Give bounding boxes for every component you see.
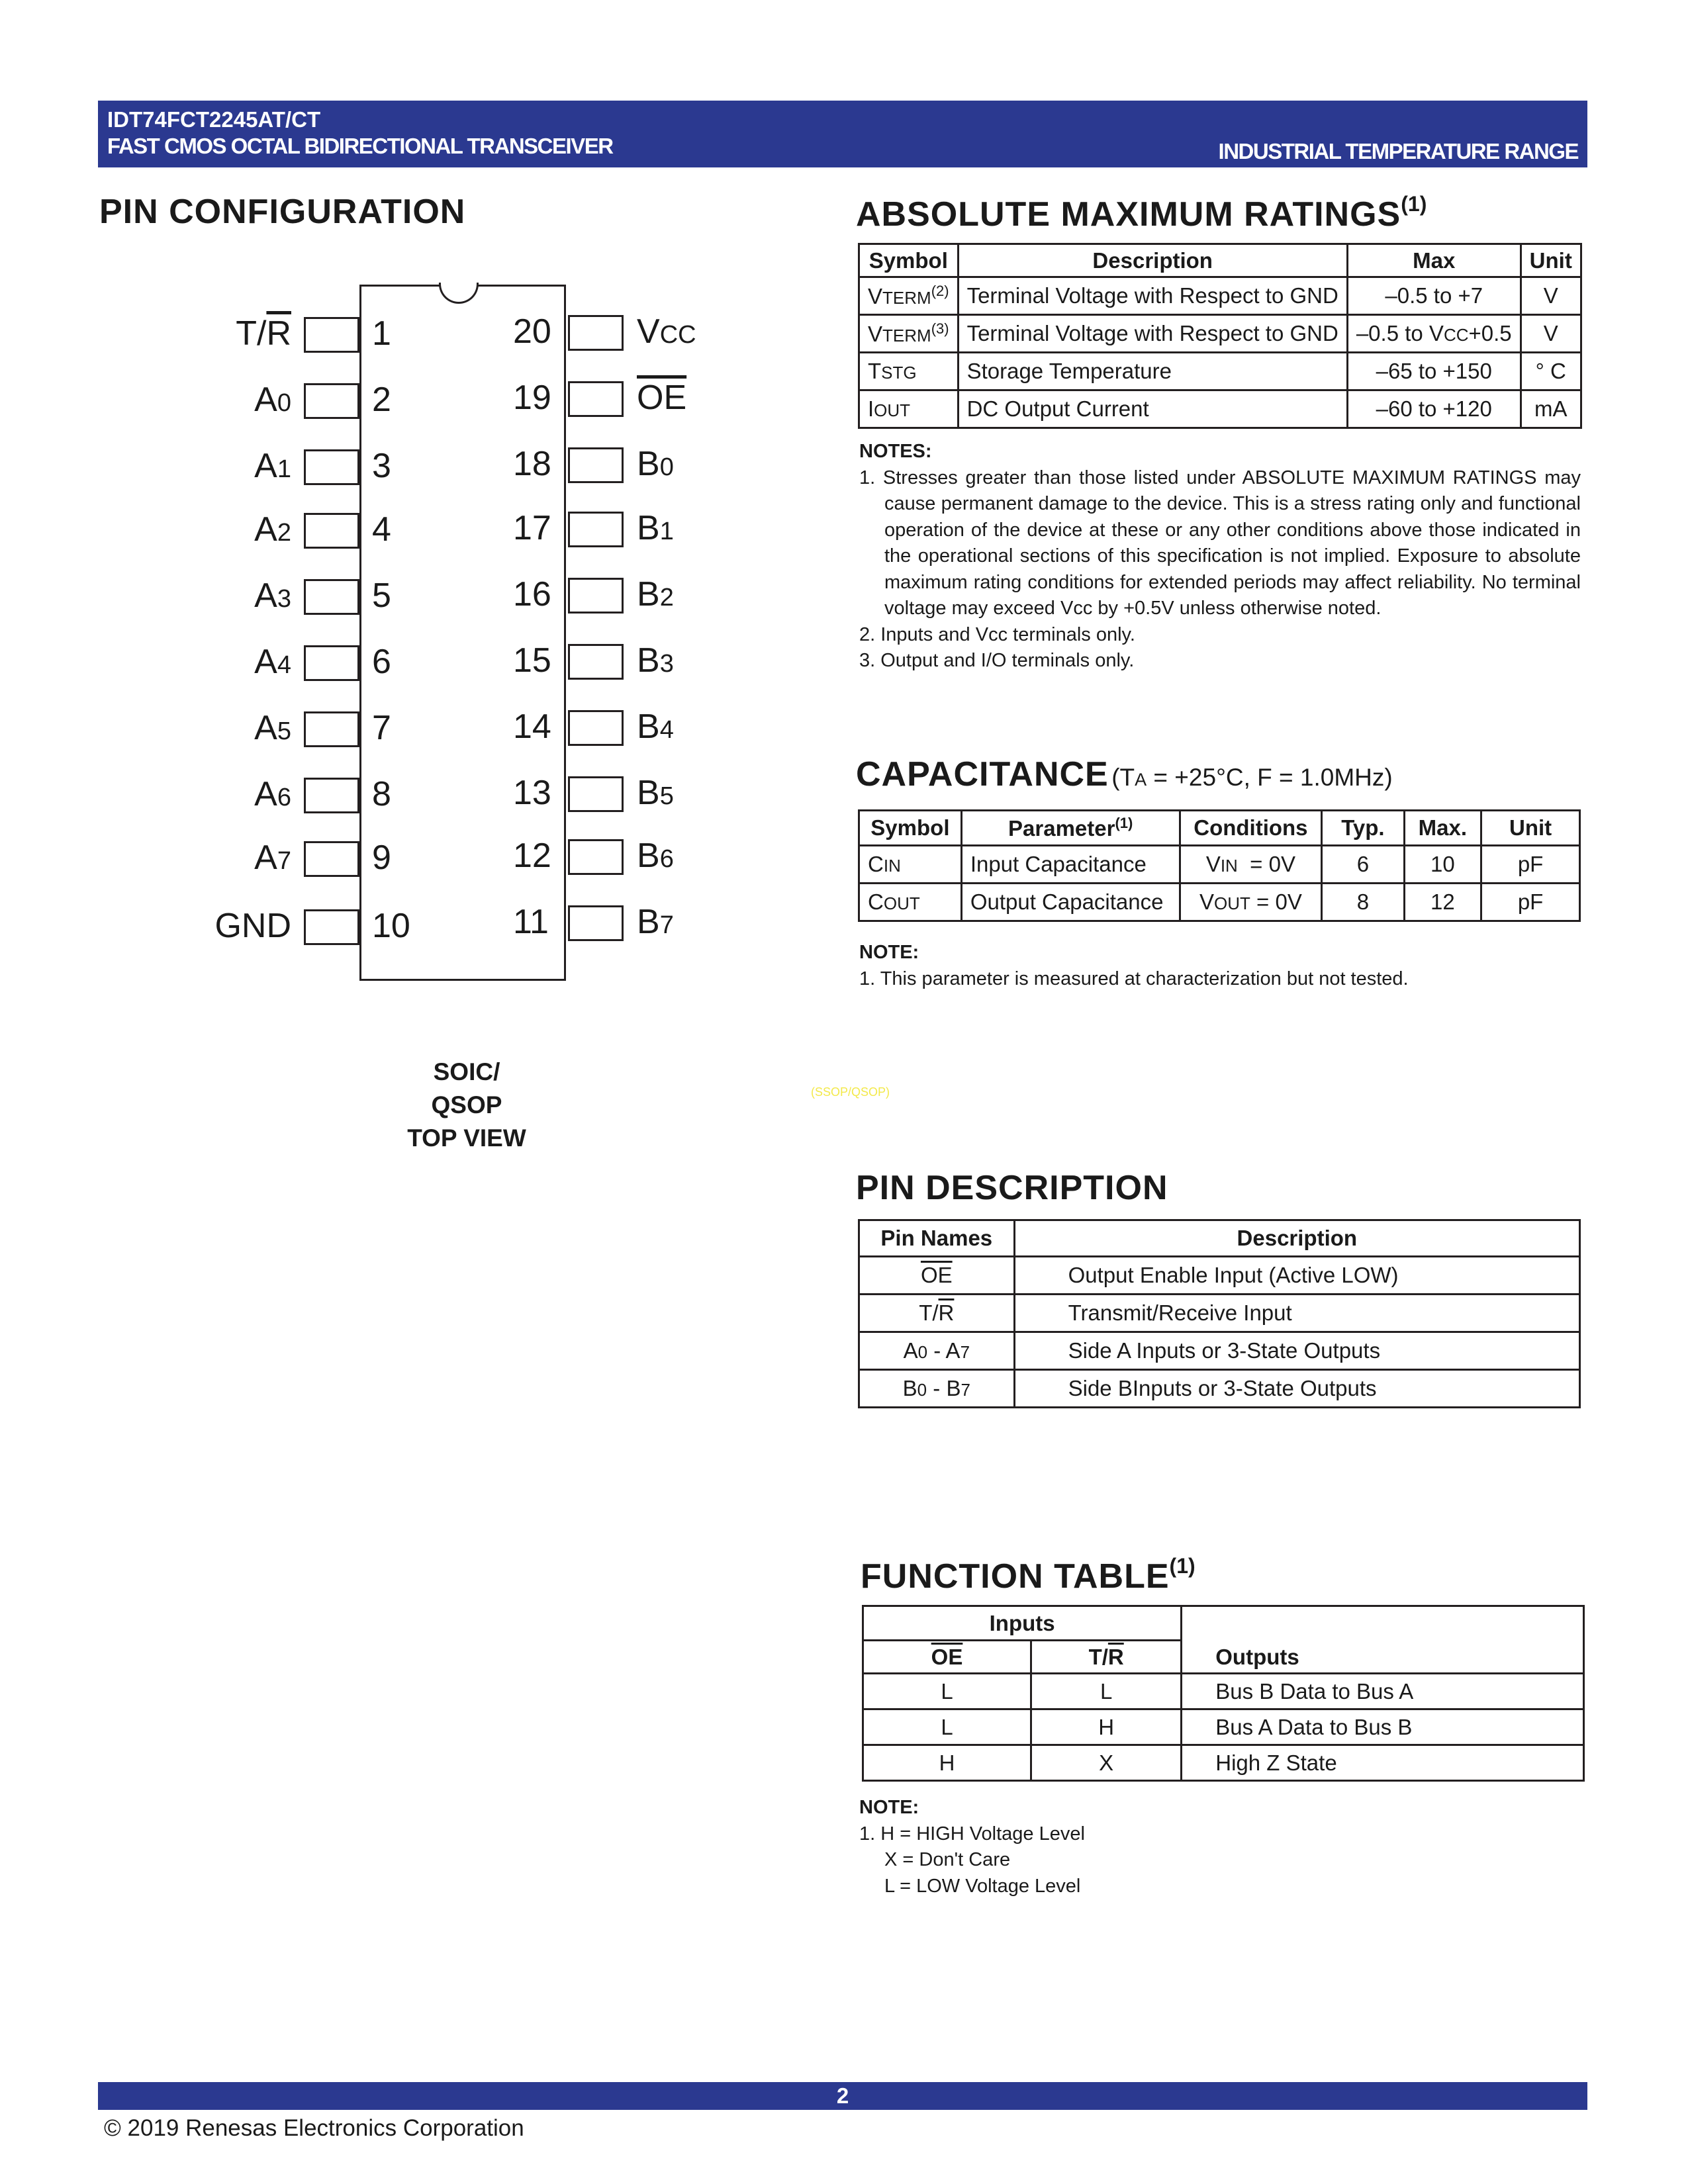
pin-box-left — [304, 909, 359, 945]
pin-number: 15 — [513, 641, 551, 680]
pin-label-main: B — [637, 774, 660, 812]
col-inputs: Inputs — [863, 1606, 1182, 1641]
output-cell: Bus B Data to Bus A — [1182, 1674, 1584, 1709]
pin-label-main: A — [254, 381, 277, 419]
pin-label-main: V — [637, 312, 660, 351]
pin-label — [254, 774, 291, 814]
pin-number: 17 — [513, 509, 551, 547]
pin-box-left — [304, 383, 359, 419]
pin-box-right — [568, 315, 624, 351]
sym-main: C — [868, 889, 884, 914]
pin-name-sub: 7 — [961, 1380, 970, 1400]
pin-label-sub: 0 — [659, 453, 674, 481]
table-row — [859, 390, 1581, 428]
cond-sub: A — [1135, 770, 1147, 790]
col-unit: Unit — [1521, 244, 1581, 277]
pin-label — [236, 314, 291, 353]
pin-label — [254, 838, 291, 878]
note-item: 1. Stresses greater than those listed under ABSOLUTE MAXIMUM RATINGS may cause permanent damage to the device. This is a stress rating only and functional operation of the device at these or any other conditions above those indicated in the operational sections of this specification is not implied. Exposure to absolute maximum rating conditions for extended periods may affect reliability. No terminal voltage may exceed Vcc by +0.5V unless otherwise noted. — [859, 467, 1581, 619]
pin-label — [637, 641, 674, 680]
table-header-row — [859, 1220, 1580, 1257]
cond-val: = 0V — [1250, 889, 1302, 914]
pin-label-over: $\overline{OE}$ — [637, 379, 687, 417]
pin-name-sub: 0 — [917, 1342, 928, 1362]
pin-box-left — [304, 317, 359, 353]
description-cell: Output Enable Input (Active LOW) — [1014, 1257, 1579, 1295]
description-cell: Terminal Voltage with Respect to GND — [958, 277, 1347, 315]
col-typ: Typ. — [1322, 811, 1404, 846]
document-subtitle: FAST CMOS OCTAL BIDIRECTIONAL TRANSCEIVER — [107, 134, 613, 158]
abs-max-table — [858, 243, 1582, 429]
abs-max-title-note: (1) — [1401, 192, 1427, 216]
pin-name-cell — [859, 1295, 1015, 1332]
col-oe-label: $\overline{OE}$ — [931, 1644, 963, 1669]
pin-label — [637, 707, 674, 747]
pin-number: 2 — [372, 381, 391, 419]
pin-number: 16 — [513, 575, 551, 614]
sym-main: I — [868, 396, 874, 421]
pin-description-title: PIN DESCRIPTION — [856, 1169, 1168, 1207]
sym-main: C — [868, 852, 884, 876]
pin-label — [637, 378, 686, 418]
pin-number: 13 — [513, 774, 551, 812]
pin-label-sub: 1 — [659, 518, 674, 545]
table-row — [863, 1745, 1584, 1781]
pin-box-left — [304, 579, 359, 615]
pin-label-sub: 1 — [277, 455, 291, 483]
sym-main: V — [868, 322, 883, 346]
page-number: 2 — [836, 2083, 849, 2108]
pin-label-sub: 4 — [277, 651, 291, 679]
capacitance-notes — [859, 940, 1581, 992]
oe-cell: L — [863, 1674, 1031, 1709]
cond-main: V — [1199, 889, 1214, 914]
max-cell: 12 — [1404, 884, 1481, 921]
table-header-row — [859, 811, 1580, 846]
col-tr-main: T/ — [1088, 1644, 1108, 1669]
pin-label-main: GND — [214, 907, 291, 945]
cond-sub: IN — [1220, 856, 1238, 876]
table-row — [859, 1370, 1580, 1408]
pin-label-main: B — [637, 641, 660, 680]
pin-name-main: T/ — [919, 1300, 939, 1325]
sym-sub: TERM — [882, 288, 931, 308]
sym-sub: STG — [881, 363, 917, 383]
pin-label-sub: 5 — [659, 782, 674, 810]
col-symbol: Symbol — [859, 244, 959, 277]
tr-cell: L — [1031, 1674, 1182, 1709]
table-row — [859, 277, 1581, 315]
description-cell: Transmit/Receive Input — [1014, 1295, 1579, 1332]
watermark: (SSOP/QSOP) — [811, 1085, 890, 1099]
table-row — [859, 1257, 1580, 1295]
pin-label-sub: 6 — [659, 845, 674, 873]
package-label — [397, 1056, 536, 1155]
abs-max-title — [856, 192, 1427, 234]
pin-box-left — [304, 513, 359, 549]
max-cell: 10 — [1404, 846, 1481, 884]
oe-cell: H — [863, 1745, 1031, 1781]
pin-label — [254, 642, 291, 682]
pin-label — [254, 576, 291, 615]
pin-label-main: B — [637, 837, 660, 875]
pin-label — [254, 446, 291, 486]
function-table-notes — [859, 1795, 1581, 1899]
pin-name-cell — [859, 1257, 1015, 1295]
pin-number: 10 — [372, 907, 410, 945]
col-symbol: Symbol — [859, 811, 962, 846]
sym-note: (3) — [931, 320, 949, 337]
temperature-range: INDUSTRIAL TEMPERATURE RANGE — [1218, 139, 1578, 163]
pin-number: 11 — [513, 903, 549, 941]
pin-label — [637, 574, 674, 614]
capacitance-title — [856, 754, 1393, 794]
symbol-cell — [859, 353, 959, 390]
pin-box-left — [304, 645, 359, 681]
col-parameter — [961, 811, 1180, 846]
sym-sub: OUT — [883, 893, 920, 913]
pin-label — [637, 773, 674, 813]
abs-max-notes — [859, 439, 1581, 674]
pin-name-cell — [859, 1332, 1015, 1370]
table-row — [859, 315, 1581, 353]
symbol-cell — [859, 846, 962, 884]
pin-box-right — [568, 512, 624, 547]
parameter-cell: Output Capacitance — [961, 884, 1180, 921]
pin-box-left — [304, 778, 359, 813]
pin-label-sub: 7 — [277, 847, 291, 875]
sym-main: T — [868, 359, 882, 383]
col-conditions: Conditions — [1180, 811, 1322, 846]
col-description: Description — [1014, 1220, 1579, 1257]
pin-number: 6 — [372, 643, 391, 681]
abs-max-title-text: ABSOLUTE MAXIMUM RATINGS — [856, 195, 1401, 234]
pin-name-a: A — [903, 1338, 918, 1363]
pin-box-right — [568, 710, 624, 746]
notes-heading: NOTE: — [859, 1797, 919, 1818]
output-cell: Bus A Data to Bus B — [1182, 1709, 1584, 1745]
symbol-cell — [859, 390, 959, 428]
output-cell: High Z State — [1182, 1745, 1584, 1781]
pin-number: 14 — [513, 707, 551, 746]
notes-heading: NOTE: — [859, 942, 919, 963]
table-row — [859, 1332, 1580, 1370]
table-row — [859, 353, 1581, 390]
cond-a: (T — [1111, 764, 1135, 791]
table-row — [863, 1709, 1584, 1745]
pin-box-right — [568, 447, 624, 483]
pin-label — [637, 902, 674, 942]
symbol-cell — [859, 277, 959, 315]
function-table-title-note: (1) — [1169, 1554, 1196, 1578]
pin-label — [254, 510, 291, 549]
copyright: © 2019 Renesas Electronics Corporation — [104, 2115, 524, 2141]
tr-cell: X — [1031, 1745, 1182, 1781]
col-outputs: Outputs — [1182, 1606, 1584, 1674]
max-cell: –65 to +150 — [1347, 353, 1521, 390]
tr-cell: H — [1031, 1709, 1182, 1745]
note-item: 3. Output and I/O terminals only. — [859, 650, 1135, 671]
conditions-cell — [1180, 846, 1322, 884]
description-cell: DC Output Current — [958, 390, 1347, 428]
pin-number: 4 — [372, 510, 391, 549]
pin-name-sub: 0 — [917, 1380, 927, 1400]
pin-label — [254, 708, 291, 748]
pin-number: 18 — [513, 445, 551, 483]
col-oe — [863, 1641, 1031, 1674]
max-cell — [1347, 315, 1521, 353]
pin-label — [637, 508, 674, 548]
pin-box-right — [568, 776, 624, 812]
sym-sub: IN — [883, 856, 901, 876]
notes-heading: NOTES: — [859, 441, 932, 462]
pin-number: 19 — [513, 379, 551, 417]
pin-config-title: PIN CONFIGURATION — [99, 193, 466, 231]
pin-label — [637, 312, 696, 351]
sym-sub: TERM — [882, 326, 931, 345]
pin-label-sub: 5 — [277, 717, 291, 745]
pin-label-sub: 3 — [659, 650, 674, 678]
capacitance-title-text: CAPACITANCE — [856, 755, 1109, 794]
pin-label-sub: 7 — [659, 911, 674, 939]
pin-label-sub: 6 — [277, 784, 291, 811]
pin-number: 5 — [372, 576, 391, 615]
sym-main: V — [868, 284, 883, 308]
pin-number: 8 — [372, 775, 391, 813]
description-cell: Side A Inputs or 3-State Outputs — [1014, 1332, 1579, 1370]
package-type: SOIC/ QSOP — [431, 1058, 502, 1118]
unit-cell: pF — [1481, 884, 1580, 921]
pin-label — [214, 906, 291, 946]
param-note: (1) — [1115, 815, 1133, 831]
col-pin-names: Pin Names — [859, 1220, 1015, 1257]
pin-number: 12 — [513, 837, 551, 875]
col-max: Max. — [1404, 811, 1481, 846]
capacitance-table — [858, 809, 1581, 922]
pin-label-main: B — [637, 707, 660, 746]
pin-label-main: A — [254, 643, 277, 681]
cond-val: = 0V — [1237, 852, 1295, 876]
max-cell: –60 to +120 — [1347, 390, 1521, 428]
pin-label-main: A — [254, 447, 277, 485]
max-a: –0.5 to V — [1356, 321, 1444, 345]
typ-cell: 6 — [1322, 846, 1404, 884]
pin-number: 1 — [372, 314, 391, 353]
pin-label-sub: 0 — [277, 389, 291, 417]
pin-name-mid: - B — [927, 1376, 961, 1400]
pin-label — [637, 836, 674, 876]
pin-name-cell — [859, 1370, 1015, 1408]
col-max: Max — [1347, 244, 1521, 277]
pin-label-main: B — [637, 575, 660, 614]
pin-name-mid: - A — [927, 1338, 961, 1363]
unit-cell: pF — [1481, 846, 1580, 884]
pin-label — [637, 444, 674, 484]
note-item: 1. H = HIGH Voltage Level — [859, 1823, 1085, 1844]
sym-note: (2) — [931, 283, 949, 299]
pin-box-right — [568, 644, 624, 680]
symbol-cell — [859, 315, 959, 353]
unit-cell: ° C — [1521, 353, 1581, 390]
table-row — [859, 884, 1580, 921]
note-item: L = LOW Voltage Level — [884, 1875, 1081, 1897]
cond-b: = +25°C, F = 1.0MHz) — [1147, 764, 1393, 791]
pin-number: 20 — [513, 312, 551, 351]
part-number: IDT74FCT2245AT/CT — [107, 107, 321, 132]
pin-label-main: A — [254, 576, 277, 615]
unit-cell: V — [1521, 277, 1581, 315]
note-item: 2. Inputs and Vcc terminals only. — [859, 623, 1135, 645]
param-header: Parameter — [1008, 816, 1115, 841]
pin-name-over: $\overline{OE}$ — [920, 1263, 953, 1287]
max-b: +0.5 — [1468, 321, 1512, 345]
col-description: Description — [958, 244, 1347, 277]
pin-label-over: $\overline{R}$ — [266, 314, 291, 353]
table-row — [859, 846, 1580, 884]
pin-label-main: B — [637, 445, 660, 483]
pin-label-main: A — [254, 839, 277, 877]
pin-name-over: $\overline{R}$ — [938, 1300, 955, 1325]
function-table-title — [861, 1554, 1196, 1596]
pin-box-right — [568, 905, 624, 941]
pin-label-main: A — [254, 510, 277, 549]
pin-number: 7 — [372, 709, 391, 747]
max-cell: –0.5 to +7 — [1347, 277, 1521, 315]
pin-name-sub: 7 — [960, 1342, 970, 1362]
pin-label-sub: 3 — [277, 585, 291, 613]
col-tr-over: $\overline{R}$ — [1107, 1644, 1124, 1669]
pin-label — [254, 380, 291, 420]
pin-box-left — [304, 711, 359, 747]
unit-cell: V — [1521, 315, 1581, 353]
note-item: 1. This parameter is measured at characterization but not tested. — [859, 968, 1409, 989]
max-sub: CC — [1443, 325, 1469, 345]
description-cell: Terminal Voltage with Respect to GND — [958, 315, 1347, 353]
pin-label-sub: 4 — [659, 716, 674, 744]
description-cell: Storage Temperature — [958, 353, 1347, 390]
oe-cell: L — [863, 1709, 1031, 1745]
table-header-row — [863, 1606, 1584, 1641]
table-header-row — [859, 244, 1581, 277]
cond-sub: OUT — [1213, 893, 1250, 913]
function-table — [862, 1605, 1585, 1782]
table-row — [863, 1674, 1584, 1709]
capacitance-conditions — [1111, 764, 1393, 791]
col-unit: Unit — [1481, 811, 1580, 846]
pin-box-left — [304, 841, 359, 877]
pin-number: 9 — [372, 839, 391, 877]
pin-label-sub: CC — [659, 321, 696, 349]
pin-label-main: A — [254, 775, 277, 813]
parameter-cell: Input Capacitance — [961, 846, 1180, 884]
pin-name-a: B — [902, 1376, 917, 1400]
description-cell: Side BInputs or 3-State Outputs — [1014, 1370, 1579, 1408]
cond-main: V — [1205, 852, 1221, 876]
pin-box-left — [304, 449, 359, 485]
pin-label-sub: 2 — [277, 519, 291, 547]
pin-box-right — [568, 839, 624, 875]
pin-label-main: T/ — [236, 314, 267, 353]
pin-number: 3 — [372, 447, 391, 485]
pin-box-right — [568, 381, 624, 417]
col-tr — [1031, 1641, 1182, 1674]
package-view: TOP VIEW — [407, 1124, 526, 1152]
function-table-title-text: FUNCTION TABLE — [861, 1557, 1170, 1596]
header-bar — [98, 101, 1587, 167]
typ-cell: 8 — [1322, 884, 1404, 921]
table-row — [859, 1295, 1580, 1332]
conditions-cell — [1180, 884, 1322, 921]
symbol-cell — [859, 884, 962, 921]
pin-label-main: A — [254, 709, 277, 747]
pin-box-right — [568, 578, 624, 614]
note-item: X = Don't Care — [884, 1849, 1011, 1870]
pin-label-main: B — [637, 509, 660, 547]
pin-description-table — [858, 1219, 1581, 1408]
footer-bar — [98, 2082, 1587, 2110]
pin-label-sub: 2 — [659, 584, 674, 612]
sym-sub: OUT — [874, 400, 911, 420]
unit-cell: mA — [1521, 390, 1581, 428]
pin-label-main: B — [637, 903, 660, 941]
